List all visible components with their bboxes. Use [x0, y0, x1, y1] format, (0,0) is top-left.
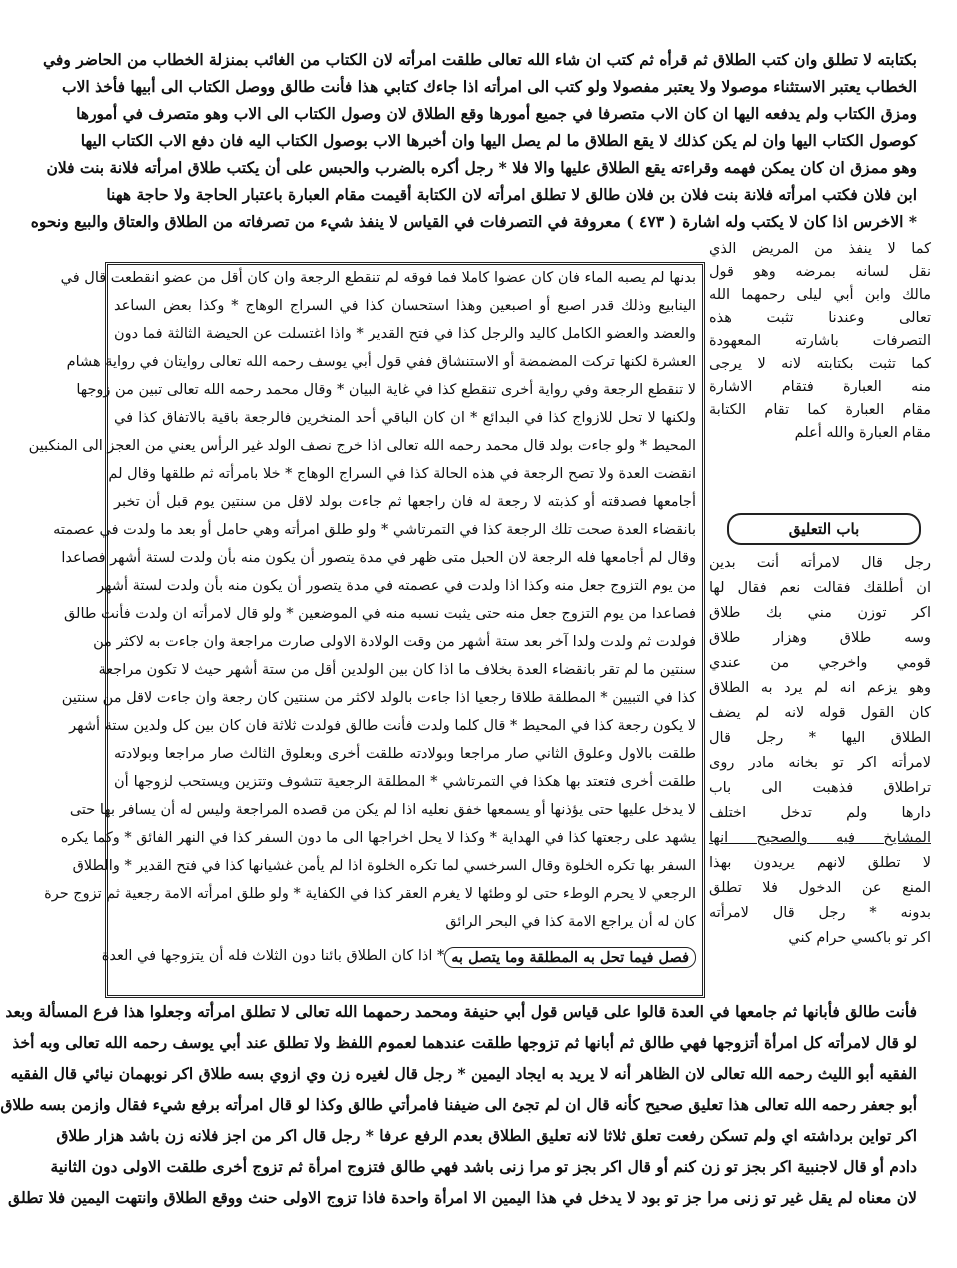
- text-line: فأنت طالق فأبانها ثم جامعها في العدة قالوا على قياس قول أبي حنيفة ومحمد رحمهما الله تعالى لا تطلق امرأته وجعلوا هذا فرع المسألة وبعد: [5, 1002, 917, 1021]
- chapter-title-text: باب التعليق: [788, 520, 860, 538]
- side-line: نقل لسانه بمرضه وهو قول: [709, 264, 931, 280]
- frame-line: السفر بها تكره الخلوة وقال السرخسي لما تكره الخلوة اذا لم يأمن غشيانها كذا في فتح القدير * والطلاق: [72, 858, 696, 874]
- frame-line: كان له أن يراجع الامة كذا في البحر الرائق: [445, 914, 696, 930]
- frame-line: العشرة لكنها تركت المضمضة أو الاستنشاق ففي قول أبي يوسف رحمه الله تعالى روايتان في رواية هشام: [66, 354, 696, 370]
- frame-line: لا يدخل عليها حتى يؤذنها أو يسمعها خفق نعليه اذا لم يكن من قصده المراجعة وليس له أن يسافر بها حتى: [69, 802, 696, 818]
- frame-line: كذا في التبيين * المطلقة طلاقا رجعيا اذا جاءت بالولد لاكثر من سنتين كان رجعة وان جاءت لاقل من سنتين: [61, 690, 696, 706]
- frame-line: يشهد على رجعتها كذا في الهداية * وكذا لا يحل اخراجها الى ما دون السفر كذا في النهر الفائق * وكما يكره: [60, 830, 696, 846]
- side-line: وهو يزعم انه لم يرد به الطلاق: [709, 680, 931, 696]
- frame-line: طلقت أخرى فتعتد بها هكذا في التمرتاشي * المطلقة الرجعية تتشوف وتتزين ويستحب لزوجها أن: [114, 774, 696, 790]
- text-line: الخطاب يعتبر الاستثناء موصولا ولا يعتبر مفصولا ولو كتب الى امرأته اذا جاءك كتابي هذا فأنت طالق ووصل الكتاب الى أبيها فأخذ الاب: [62, 77, 917, 96]
- frame-line: الرجعي لا يحرم الوطء حتى لو وطئها لا يغرم العقر كذا في الكفاية * ولو طلق امرأته الامة رجعية ثم تزوج حرة: [44, 886, 696, 902]
- frame-line: سنتين ما لم تقر بانقضاء العدة بخلاف ما اذا كان بين الولدين أقل من ستة أشهر حيث لا تكون مراجعة: [98, 662, 696, 678]
- side-line: بدونه * رجل قال لامرأته: [709, 905, 931, 921]
- side-line: المنع عن الدخول فلا تطلق: [709, 880, 931, 896]
- text-line: لو قال لامرأته كل امرأة أتزوجها فهي طالق ثم أبانها ثم تزوجها طلقت عندهما لعموم اللفظ ولا تطلق عند أبي يوسف رحمه الله تعالى وبه أخذ: [12, 1033, 917, 1052]
- side-line: الطلاق اليها * رجل قال: [709, 730, 931, 746]
- side-line: ان أطلقك فقالت نعم فقال لها: [709, 580, 931, 596]
- text-line: وهو ممزق ان كان يمكن فهمه وقراءته يقع الطلاق عليها والا فلا * رجل أكره بالضرب والحبس على أن يكتب طلاق امرأته فلانة بنت فلان: [46, 158, 917, 177]
- side-line: تعالى وعندنا تثبت هذه: [709, 310, 931, 326]
- frame-line: لا تنقطع الرجعة وفي رواية أخرى تنقطع كذا في غاية البيان * وقال محمد رحمه الله تعالى تبين من زوجها: [76, 382, 696, 398]
- frame-line: بانقضاء العدة صحت تلك الرجعة كذا في التمرتاشي * ولو طلق امرأته وهي حامل أو بعد ما ولدت في عصمته: [53, 522, 696, 538]
- text-line: ومزق الكتاب ولم يدفعه اليها ان كان الاب متصرفا في جميع أمورها وقع الطلاق لان وصول الكتاب الى الاب وهو متصرف في أمورها: [76, 104, 917, 123]
- side-line: كما تثبت بكتابته لانه لا يرجى: [709, 356, 931, 372]
- frame-line: فصاعدا من يوم التزوج جعل منه حتى يثبت نسبه منه في الموضعين * ولو قال لامرأته ان ولدت فأنت طالق: [63, 606, 696, 622]
- frame-line: لا يكون رجعة كذا في المحيط * قال كلما ولدت فأنت طالق فولدت ثلاثة فان كان بين كل ولدين ستة أشهر: [69, 718, 696, 734]
- side-line: تراطلاق فذهبت الى باب: [709, 780, 931, 796]
- side-line: رجل قال لامرأته أنت بدين: [709, 555, 931, 571]
- side-line: وسه طلاق وهزار طلاق: [709, 630, 931, 646]
- side-line: لا تطلق لانهم يريدون بهذا: [709, 855, 931, 871]
- side-line: قومي واخرجي من عندي: [709, 655, 931, 671]
- section-heading-tail: * اذا كان الطلاق بائنا دون الثلاث فله أن يتزوجها في العدة: [101, 948, 445, 964]
- text-line-with-page-number: * الاخرس اذا كان لا يكتب وله اشارة ( ٤٧٣ ) معروفة في التصرفات في القياس لا ينفذ شيء من تصرفاته من الطلاق والعتاق والبيع ونحوه: [30, 212, 917, 231]
- section-heading-line: [101, 947, 696, 968]
- side-line: كان القول قوله لانه لم يضف: [709, 705, 931, 721]
- frame-line: بدنها لم يصبه الماء فان كان عضوا كاملا فما فوقه لم تنقطع الرجعة وان كان أقل من عضو انقطعت قال في: [60, 270, 696, 286]
- frame-line: انقضت العدة ولا تصح الرجعة في هذه الحالة كذا في السراج الوهاج * خلا بامرأته ثم طلقها وقال لم: [108, 466, 696, 482]
- frame-line: أجامعها فصدقته أو كذبته لا رجعة له فان راجعها ثم جاءت بولد لاقل من سنتين يوم قبل أن تخبر: [114, 494, 696, 510]
- frame-line: ولكنها لا تحل للازواج كذا في البدائع * ان كان الباقي أحد المنخرين فالرجعة باقية بالاتفاق كذا في: [114, 410, 696, 426]
- side-line: التصرفات باشارته المعهودة: [709, 333, 931, 349]
- text-line: بكتابته لا تطلق وان كتب الطلاق ثم قرأه ثم كتب ان شاء الله تعالى طلقت امرأته لان الكتاب من الغائب بمنزلة الخطاب من الحاضر وفي: [43, 50, 917, 69]
- side-line: مقام العبارة كما تقام الكتابة: [709, 402, 931, 418]
- side-line: اكر تو باكسي حرام كني: [788, 930, 931, 946]
- side-line: كما لا ينفذ من المريض الذي: [709, 241, 931, 257]
- frame-line: طلقت بالاول وعلوق الثاني صار مراجعا وبولادته طلقت أخرى وبعلوق الثالث صار مراجعا وبولادته: [114, 746, 696, 762]
- side-line: مقام العبارة والله أعلم: [794, 425, 931, 441]
- side-line: دارها ولم تدخل اختلف: [709, 805, 931, 821]
- side-line: منه العبارة فتقام الاشارة: [709, 379, 931, 395]
- frame-line: من يوم التزوج جعل منه وكذا اذا ولدت في عصمته في مدة يتصور أن يكون منه بأن ولدت لستة أشهر: [97, 578, 696, 594]
- text-line: أبو جعفر رحمه الله تعالى هذا تعليق صحيح كأنه قال ان لم تجئ الى ضيفنا فامرأتي طالق وكذا لو قال امرأته برفع شيء فقال وازمن بسه طلاق: [0, 1095, 917, 1114]
- frame-line: الينابيع وذلك قدر اصبع أو اصبعين وهذا استحسان كذا في السراج الوهاج * وكذا بعض الساعد: [114, 298, 696, 314]
- text-line: اكر تواين برداشته اي ولم تسكن رفعت تعلق ثلاثا لانه تعليق الطلاق بعدم الرفع عرفا * رجل قال اكر من اجز فلانه زن باشد هزار طلاق: [56, 1126, 917, 1145]
- text-line: دادم أو قال لاجنبية اكر بجز تو زن كنم أو قال اكر بجز تو مرا زنى باشد فهي طالق فتزوج امرأة ثم تزوج أخرى طلقت الاولى دون الثانية: [50, 1157, 917, 1176]
- section-heading: فصل فيما تحل به المطلقة وما يتصل به: [444, 947, 696, 968]
- frame-line: المحيط * ولو جاءت بولد قال محمد رحمه الله تعالى اذا خرج نصف الولد غير الرأس يعني من العجز الى المنكبين: [28, 438, 696, 454]
- frame-line: والعضد والعضو الكامل كاليد والرجل كذا في فتح القدير * واذا اغتسلت عن الحيضة الثالثة فما دون: [114, 326, 696, 342]
- frame-line: وقال لم أجامعها فله الرجعة لان الحبل متى ظهر في مدة يتصور أن يكون منه بأن ولدت لستة أشهر فصاعدا: [61, 550, 696, 566]
- chapter-title: [727, 513, 921, 545]
- text-line: لان معناه لم يقل غير تو زنى مرا جز تو بود لا يدخل في هذا اليمين الا امرأة واحدة فاذا تزوج الاولى حنث ووقع الطلاق وانتهت اليمين فلا تطلق: [8, 1188, 917, 1207]
- side-line: مالك وابن أبي ليلى رحمهما الله: [709, 287, 931, 303]
- text-line: كوصول الكتاب اليها وان لم يكن كذلك لا يقع الطلاق ما لم يصل اليها وان أخبرها الاب بوصول الكتاب اليه فان دفع الاب الكتاب اليها: [80, 131, 917, 150]
- side-line: لامرأته اكر تو بخانه مادر روى: [709, 755, 931, 771]
- text-line: الفقيه أبو الليث رحمه الله تعالى لان الظاهر أنه لا يريد به ايجاد اليمين * رجل قال لغيره زن وي ازوي بسه طلاق اكر نوبهمان نيائي قال الفقيه: [10, 1064, 917, 1083]
- text-line: ابن فلان فكتب امرأته فلانة بنت فلان بن فلان طالق لا تطلق امرأته لان الكتابة أقيمت مقام العبارة باعتبار الحاجة ولا حاجة ههنا: [106, 185, 917, 204]
- frame-line: فولدت ثم ولدت ولدا آخر بعد ستة أشهر من وقت الولادة الاولى صارت مراجعة وان جاءت به لاكثر من: [93, 634, 696, 650]
- side-line: اكر توزن مني بك طلاق: [709, 605, 931, 621]
- framed-commentary: [28, 262, 705, 998]
- side-line: المشايخ فيه والصحيح انها: [709, 830, 931, 846]
